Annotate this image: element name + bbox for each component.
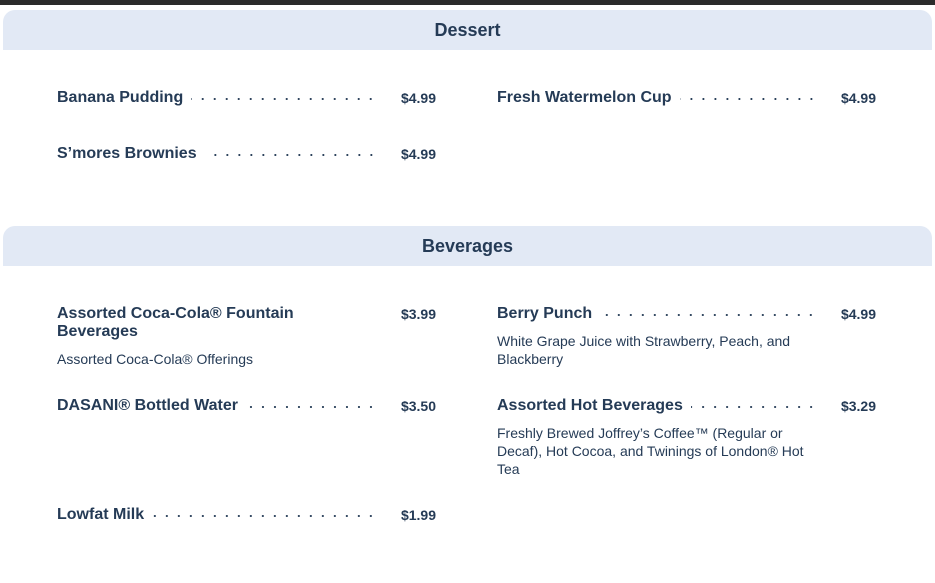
menu-item-lowfat-milk[interactable]: [57, 506, 436, 524]
section-header-beverages: [3, 226, 932, 266]
item-name: Fresh Watermelon Cup: [497, 89, 672, 106]
item-description: Assorted Coca-Cola® Offerings: [57, 351, 254, 367]
item-name: Assorted Coca-Cola® Fountain Beverages: [57, 305, 294, 340]
item-name: Lowfat Milk: [57, 506, 145, 523]
menu-item-smores-brownies[interactable]: [57, 145, 436, 163]
top-bar: [0, 0, 935, 5]
item-price: $4.99: [400, 146, 436, 162]
menu-item-berry-punch[interactable]: [497, 305, 876, 368]
item-price: $1.99: [400, 507, 436, 523]
section-title: Dessert: [434, 19, 501, 40]
dotted-leader: [691, 397, 817, 415]
section-header-dessert: [3, 10, 932, 50]
dotted-leader: [152, 506, 377, 524]
item-name: Banana Pudding: [57, 89, 184, 106]
item-description: White Grape Juice with Strawberry, Peach, and Blackberry: [497, 333, 791, 367]
dotted-leader: [600, 305, 817, 323]
dotted-leader: [246, 397, 377, 415]
item-price: $4.99: [840, 90, 876, 106]
leader-spacer: [315, 305, 377, 323]
item-name: Berry Punch: [497, 305, 593, 322]
item-price: $4.99: [400, 90, 436, 106]
section-title: Beverages: [421, 235, 514, 256]
menu-item-fresh-watermelon-cup[interactable]: [497, 89, 876, 107]
dotted-leader: [680, 89, 817, 107]
item-price: $3.29: [840, 398, 876, 414]
item-price: $4.99: [840, 306, 876, 322]
dotted-leader: [191, 89, 377, 107]
menu-item-dasani-water[interactable]: [57, 397, 436, 415]
item-price: $3.50: [400, 398, 436, 414]
menu-item-assorted-coca-cola[interactable]: [57, 305, 436, 368]
item-description: Freshly Brewed Joffrey’s Coffee™ (Regular or Decaf), Hot Cocoa, and Twinings of London® Hot Tea: [497, 425, 804, 477]
item-name: S’mores Brownies: [57, 145, 197, 162]
item-price: $3.99: [400, 306, 436, 322]
dotted-leader: [205, 145, 377, 163]
menu-item-assorted-hot-beverages[interactable]: [497, 397, 876, 478]
item-name: Assorted Hot Beverages: [497, 397, 683, 414]
item-name: DASANI® Bottled Water: [57, 397, 238, 414]
menu-item-banana-pudding[interactable]: [57, 89, 436, 107]
